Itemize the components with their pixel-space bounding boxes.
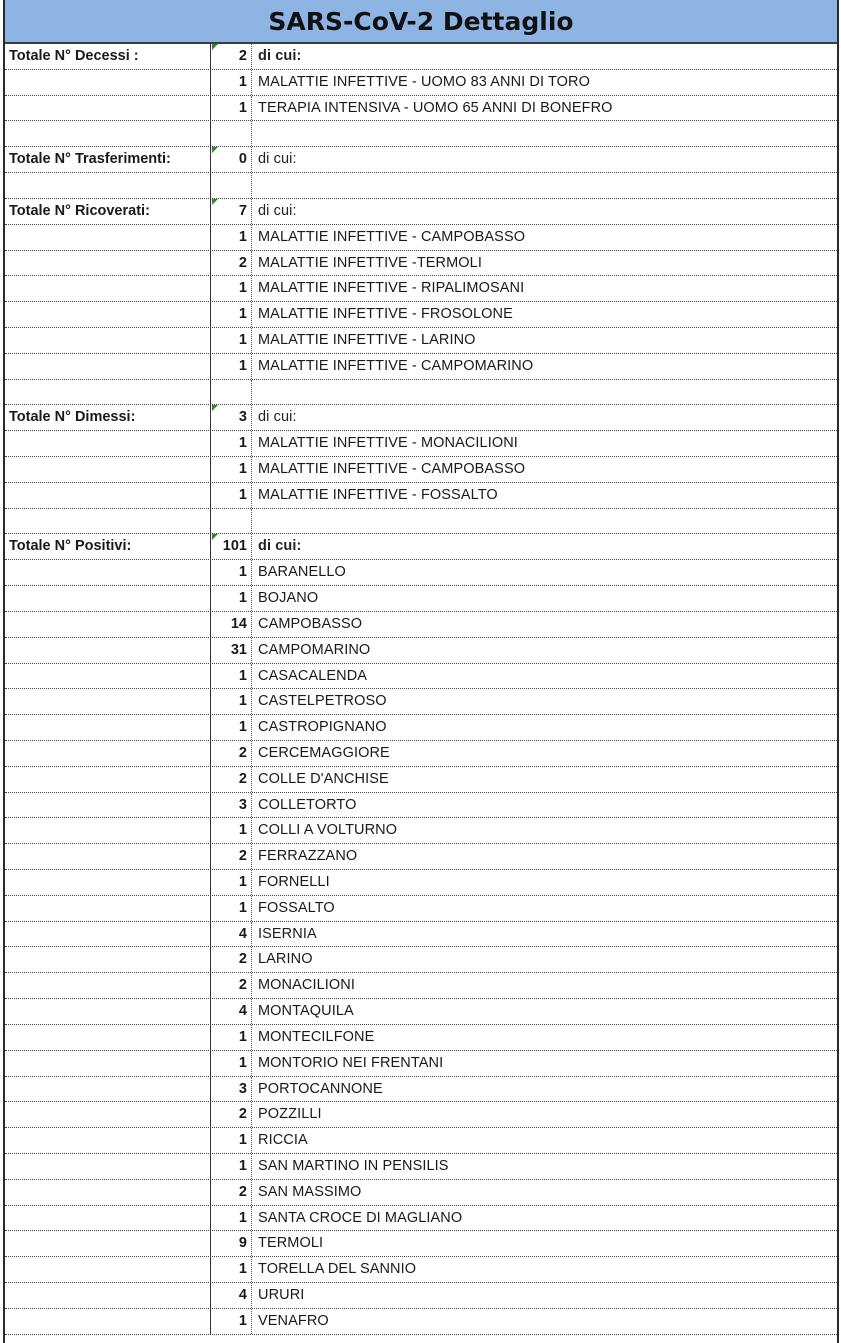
row-count[interactable]: 1 — [210, 328, 252, 353]
row-count[interactable]: 1 — [210, 664, 252, 689]
table-row — [5, 1206, 837, 1232]
table-row — [5, 767, 837, 793]
row-description[interactable]: MALATTIE INFETTIVE -TERMOLI — [258, 254, 482, 271]
row-description[interactable]: di cui: — [258, 202, 297, 219]
row-description[interactable]: MONACILIONI — [258, 977, 355, 994]
row-description[interactable]: MALATTIE INFETTIVE - UOMO 83 ANNI DI TORO — [258, 73, 591, 90]
table-row — [5, 1283, 837, 1309]
table-row — [5, 586, 837, 612]
table-row — [5, 96, 837, 122]
row-description[interactable]: di cui: — [258, 538, 302, 555]
table-row — [5, 818, 837, 844]
table-row — [5, 560, 837, 586]
row-count[interactable]: 4 — [210, 1283, 252, 1308]
row-description[interactable]: FORNELLI — [258, 874, 330, 890]
row-count[interactable] — [210, 121, 252, 146]
cell-comment-indicator-icon — [212, 147, 218, 153]
table-row — [5, 1025, 837, 1051]
row-description[interactable]: MALATTIE INFETTIVE - RIPALIMOSANI — [258, 280, 525, 297]
row-description[interactable]: COLLETORTO — [258, 796, 357, 813]
total-row — [5, 199, 837, 225]
row-count[interactable]: 1 — [210, 1309, 252, 1334]
row-count[interactable]: 4 — [210, 999, 252, 1024]
row-count[interactable]: 14 — [210, 612, 252, 637]
row-description[interactable]: CERCEMAGGIORE — [258, 744, 390, 761]
table-body — [5, 44, 837, 1335]
row-count[interactable]: 2 — [210, 251, 252, 276]
row-description[interactable]: VENAFRO — [258, 1312, 329, 1329]
row-count[interactable]: 3 — [210, 1077, 252, 1102]
row-label[interactable]: Totale N° Positivi: — [9, 538, 132, 555]
row-count[interactable]: 1 — [210, 560, 252, 585]
table-row — [5, 328, 837, 354]
row-description[interactable]: URURI — [258, 1287, 305, 1303]
row-count[interactable]: 7 — [210, 199, 252, 224]
row-count[interactable]: 1 — [210, 896, 252, 921]
table-row — [5, 638, 837, 664]
row-description[interactable]: TERMOLI — [258, 1235, 324, 1252]
row-description[interactable]: MALATTIE INFETTIVE - FOSSALTO — [258, 486, 498, 503]
row-description[interactable]: CASTROPIGNANO — [258, 719, 387, 736]
row-count[interactable]: 1 — [210, 354, 252, 379]
row-description[interactable]: di cui: — [258, 48, 302, 64]
row-description[interactable]: BOJANO — [258, 590, 319, 607]
table-row — [5, 1231, 837, 1257]
row-description[interactable]: SAN MASSIMO — [258, 1183, 362, 1200]
row-description[interactable]: MALATTIE INFETTIVE - CAMPOBASSO — [258, 461, 526, 477]
row-description[interactable]: POZZILLI — [258, 1106, 322, 1123]
table-row — [5, 1257, 837, 1283]
row-count[interactable]: 1 — [210, 96, 252, 121]
row-count[interactable]: 2 — [210, 973, 252, 998]
cell-comment-indicator-icon — [212, 405, 218, 411]
row-count[interactable]: 0 — [210, 147, 252, 172]
row-description[interactable]: COLLI A VOLTURNO — [258, 822, 398, 839]
cell-comment-indicator-icon — [212, 199, 218, 205]
row-count[interactable]: 2 — [210, 1180, 252, 1205]
row-count[interactable]: 101 — [210, 534, 252, 559]
row-description[interactable]: ISERNIA — [258, 925, 317, 942]
row-description[interactable]: TERAPIA INTENSIVA - UOMO 65 ANNI DI BONEFRO — [258, 99, 613, 116]
table-row — [5, 741, 837, 767]
row-description[interactable]: MALATTIE INFETTIVE - MONACILIONI — [258, 435, 518, 452]
row-count[interactable]: 2 — [210, 844, 252, 869]
table-row — [5, 1128, 837, 1154]
row-description[interactable]: MALATTIE INFETTIVE - CAMPOBASSO — [258, 228, 526, 245]
table-row — [5, 922, 837, 948]
row-count[interactable]: 3 — [210, 793, 252, 818]
row-count[interactable]: 1 — [210, 818, 252, 843]
table-row — [5, 664, 837, 690]
cell-comment-indicator-icon — [212, 534, 218, 540]
row-description[interactable]: CASACALENDA — [258, 667, 368, 684]
row-count[interactable]: 1 — [210, 457, 252, 482]
row-description[interactable]: SANTA CROCE DI MAGLIANO — [258, 1209, 463, 1226]
row-description[interactable]: RICCIA — [258, 1132, 308, 1149]
table-row — [5, 457, 837, 483]
table-row — [5, 1180, 837, 1206]
row-count[interactable]: 1 — [210, 431, 252, 456]
row-description[interactable]: CAMPOMARINO — [258, 641, 371, 658]
total-row — [5, 405, 837, 431]
row-description[interactable]: PORTOCANNONE — [258, 1080, 383, 1097]
row-description[interactable]: COLLE D'ANCHISE — [258, 770, 389, 787]
row-count[interactable]: 1 — [210, 715, 252, 740]
table-row — [5, 999, 837, 1025]
row-count[interactable]: 1 — [210, 1257, 252, 1282]
table-row — [5, 870, 837, 896]
table-row — [5, 1077, 837, 1103]
table-row — [5, 483, 837, 509]
table-row — [5, 715, 837, 741]
row-label[interactable]: Totale N° Dimessi: — [9, 409, 136, 426]
row-count[interactable]: 9 — [210, 1231, 252, 1256]
total-row — [5, 534, 837, 560]
table-row — [5, 1309, 837, 1335]
total-row — [5, 44, 837, 70]
cell-comment-indicator-icon — [212, 44, 218, 50]
row-count[interactable] — [210, 380, 252, 405]
row-count[interactable]: 1 — [210, 225, 252, 250]
table-row — [5, 1102, 837, 1128]
row-description[interactable]: MALATTIE INFETTIVE - LARINO — [258, 331, 476, 348]
row-count[interactable]: 1 — [210, 1051, 252, 1076]
table-row — [5, 251, 837, 277]
row-description[interactable]: MALATTIE INFETTIVE - CAMPOMARINO — [258, 357, 534, 374]
table-row — [5, 354, 837, 380]
row-count[interactable] — [210, 509, 252, 534]
row-count[interactable]: 1 — [210, 483, 252, 508]
row-description[interactable]: FOSSALTO — [258, 899, 335, 916]
table-row — [5, 973, 837, 999]
row-count[interactable]: 3 — [210, 405, 252, 430]
table-row — [5, 612, 837, 638]
row-description[interactable]: FERRAZZANO — [258, 848, 358, 865]
row-count[interactable]: 1 — [210, 1128, 252, 1153]
row-count[interactable]: 1 — [210, 870, 252, 895]
row-count[interactable]: 1 — [210, 302, 252, 327]
row-count[interactable]: 31 — [210, 638, 252, 663]
row-label[interactable]: Totale N° Decessi : — [9, 48, 139, 64]
row-count[interactable]: 2 — [210, 741, 252, 766]
table-row — [5, 276, 837, 302]
table-row — [5, 1154, 837, 1180]
table-row — [5, 844, 837, 870]
row-description[interactable]: CASTELPETROSO — [258, 693, 387, 710]
row-description[interactable]: TORELLA DEL SANNIO — [258, 1261, 417, 1278]
row-description[interactable]: LARINO — [258, 951, 313, 968]
table-row — [5, 70, 837, 96]
row-count[interactable]: 1 — [210, 276, 252, 301]
row-count[interactable]: 1 — [210, 1025, 252, 1050]
row-description[interactable]: MONTAQUILA — [258, 1003, 354, 1020]
table-row — [5, 689, 837, 715]
row-description[interactable]: MONTORIO NEI FRENTANI — [258, 1054, 444, 1071]
row-description[interactable]: MONTECILFONE — [258, 1028, 375, 1045]
row-description[interactable]: MALATTIE INFETTIVE - FROSOLONE — [258, 306, 513, 323]
table-row — [5, 302, 837, 328]
blank-row — [5, 173, 837, 199]
row-count[interactable]: 2 — [210, 44, 252, 69]
table-row — [5, 225, 837, 251]
row-count[interactable]: 1 — [210, 70, 252, 95]
row-label[interactable]: Totale N° Ricoverati: — [9, 202, 150, 219]
row-count[interactable]: 1 — [210, 586, 252, 611]
row-description[interactable]: BARANELLO — [258, 564, 346, 581]
table-row — [5, 947, 837, 973]
table-row — [5, 896, 837, 922]
row-description[interactable]: CAMPOBASSO — [258, 615, 363, 632]
row-count[interactable]: 2 — [210, 1102, 252, 1127]
row-count[interactable] — [210, 173, 252, 198]
row-label[interactable]: Totale N° Trasferimenti: — [9, 151, 171, 168]
row-description[interactable]: di cui: — [258, 409, 297, 426]
row-count[interactable]: 1 — [210, 1206, 252, 1231]
spreadsheet — [3, 0, 839, 1343]
row-description[interactable]: SAN MARTINO IN PENSILIS — [258, 1157, 449, 1174]
blank-row — [5, 121, 837, 147]
table-row — [5, 793, 837, 819]
row-count[interactable]: 2 — [210, 947, 252, 972]
row-count[interactable]: 4 — [210, 922, 252, 947]
row-count[interactable]: 1 — [210, 1154, 252, 1179]
total-row — [5, 147, 837, 173]
blank-row — [5, 509, 837, 535]
row-description[interactable]: di cui: — [258, 151, 297, 168]
row-count[interactable]: 2 — [210, 767, 252, 792]
sheet-title: SARS-CoV-2 Dettaglio — [5, 0, 837, 44]
row-count[interactable]: 1 — [210, 689, 252, 714]
blank-row — [5, 380, 837, 406]
table-row — [5, 1051, 837, 1077]
table-row — [5, 431, 837, 457]
